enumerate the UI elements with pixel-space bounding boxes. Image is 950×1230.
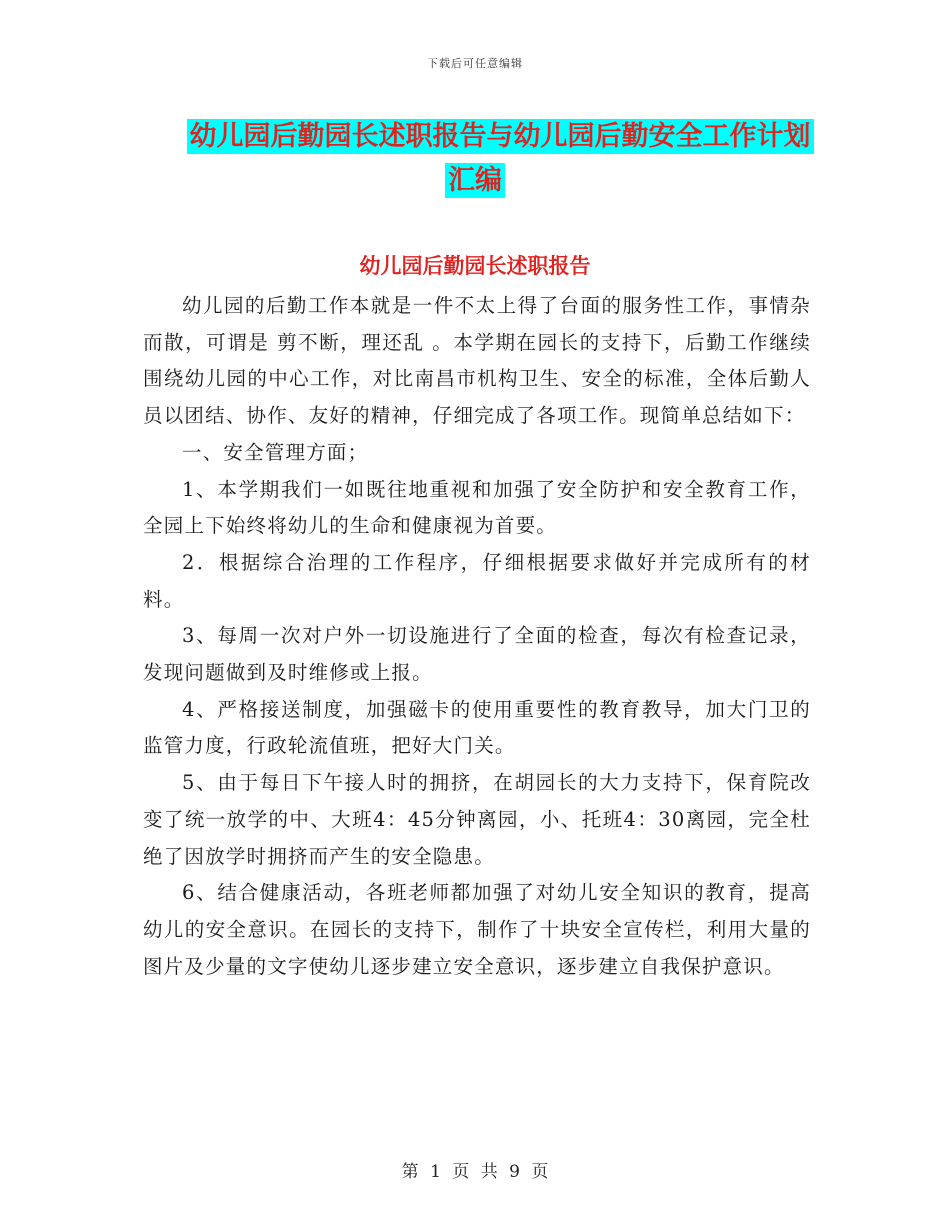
paragraph: 1、本学期我们一如既往地重视和加强了安全防护和安全教育工作，全园上下始终将幼儿的生命和健康视为首要。 xyxy=(143,477,811,538)
header-note: 下载后可任意编辑 xyxy=(427,57,523,70)
section-title: 幼儿园后勤园长述职报告 xyxy=(359,254,591,278)
body-text xyxy=(143,288,811,985)
title-highlight: 幼儿园后勤园长述职报告与幼儿园后勤安全工作计划 xyxy=(187,119,814,154)
document-title-line-2 xyxy=(0,158,950,197)
paragraph: 6、结合健康活动，各班老师都加强了对幼儿安全知识的教育，提高幼儿的安全意识。在园长的支持下，制作了十块安全宣传栏，利用大量的图片及少量的文字使幼儿逐步建立安全意识，逐步建立自我保护意识。 xyxy=(143,881,811,978)
page-footer: 第 1 页 共 9 页 xyxy=(401,1162,549,1182)
paragraph: 3、每周一次对户外一切设施进行了全面的检查，每次有检查记录，发现问题做到及时维修或上报。 xyxy=(143,624,811,685)
paragraph: 幼儿园的后勤工作本就是一件不太上得了台面的服务性工作，事情杂而散，可谓是 剪不断，理还乱 。本学期在园长的支持下，后勤工作继续围绕幼儿园的中心工作，对比南昌市机构卫生、安全的标准，全体后勤人员以团结、协作、友好的精神，仔细完成了各项工作。现简单总结如下： xyxy=(143,294,811,428)
title-highlight: 汇编 xyxy=(445,163,505,198)
paragraph: 2．根据综合治理的工作程序，仔细根据要求做好并完成所有的材料。 xyxy=(143,550,811,611)
paragraph: 一、安全管理方面； xyxy=(182,440,369,464)
paragraph: 5、由于每日下午接人时的拥挤，在胡园长的大力支持下，保育院改变了统一放学的中、大班4：45分钟离园，小、托班4：30离园，完全杜绝了因放学时拥挤而产生的安全隐患。 xyxy=(143,771,811,868)
document-title-line-1 xyxy=(0,114,950,153)
paragraph: 4、严格接送制度，加强磁卡的使用重要性的教育教导，加大门卫的监管力度，行政轮流值班，把好大门关。 xyxy=(143,697,811,758)
